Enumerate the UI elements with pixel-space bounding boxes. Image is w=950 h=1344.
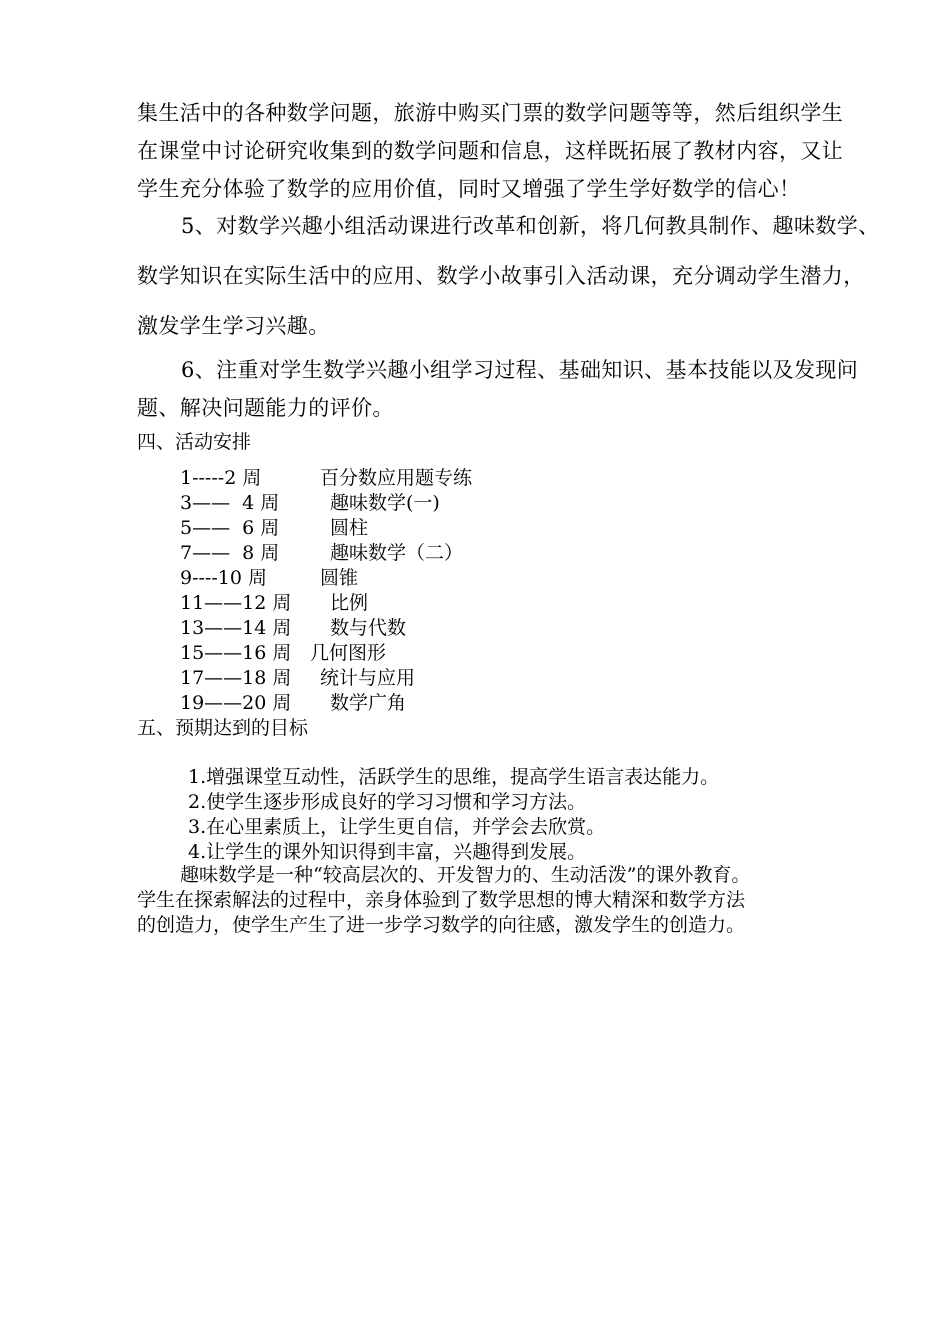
paragraph-line: 数学知识在实际生活中的应用、数学小故事引入活动课，充分调动学生潜力， <box>137 264 865 288</box>
schedule-weeks: 17——18 周 <box>180 667 292 689</box>
closing-line: 的创造力，使学生产生了进一步学习数学的向往感，激发学生的创造力。 <box>137 914 746 936</box>
closing-line: 学生在探索解法的过程中，亲身体验到了数学思想的博大精深和数学方法 <box>137 889 746 911</box>
schedule-weeks: 11——12 周 <box>180 592 292 614</box>
paragraph-line: 题、解决问题能力的评价。 <box>137 396 394 420</box>
schedule-weeks: 3—— 4 周 <box>180 492 280 514</box>
schedule-topic: 圆柱 <box>330 517 369 539</box>
paragraph-line: 学生充分体验了数学的应用价值，同时又增强了学生学好数学的信心！ <box>137 177 801 201</box>
goal-item: 2.使学生逐步形成良好的学习习惯和学习方法。 <box>188 791 587 813</box>
schedule-topic: 数学广角 <box>330 692 407 714</box>
schedule-weeks: 1-----2 周 <box>180 467 262 489</box>
goal-item: 1.增强课堂互动性，活跃学生的思维，提高学生语言表达能力。 <box>188 766 720 788</box>
schedule-topic: 趣味数学（二） <box>330 542 464 564</box>
schedule-topic: 圆锥 <box>320 567 359 589</box>
schedule-topic: 数与代数 <box>330 617 407 639</box>
schedule-topic: 趣味数学(一) <box>330 492 440 514</box>
schedule-weeks: 7—— 8 周 <box>180 542 280 564</box>
section-heading: 五、预期达到的目标 <box>137 717 309 739</box>
schedule-topic: 几何图形 <box>310 642 387 664</box>
paragraph-line: 6、注重对学生数学兴趣小组学习过程、基础知识、基本技能以及发现问 <box>181 358 859 382</box>
schedule-topic: 百分数应用题专练 <box>320 467 473 489</box>
schedule-topic: 统计与应用 <box>320 667 416 689</box>
schedule-topic: 比例 <box>330 592 369 614</box>
schedule-weeks: 5—— 6 周 <box>180 517 280 539</box>
section-heading: 四、活动安排 <box>137 431 252 453</box>
schedule-weeks: 13——14 周 <box>180 617 292 639</box>
paragraph-line: 在课堂中讨论研究收集到的数学问题和信息，这样既拓展了教材内容，又让 <box>137 139 844 163</box>
closing-line: 趣味数学是一种“较高层次的、开发智力的、生动活泼”的课外教育。 <box>180 864 751 886</box>
paragraph-line: 集生活中的各种数学问题，旅游中购买门票的数学问题等等，然后组织学生 <box>137 101 844 125</box>
schedule-weeks: 15——16 周 <box>180 642 292 664</box>
schedule-weeks: 19——20 周 <box>180 692 292 714</box>
paragraph-line: 激发学生学习兴趣。 <box>137 314 330 338</box>
goal-item: 4.让学生的课外知识得到丰富，兴趣得到发展。 <box>188 841 587 863</box>
goal-item: 3.在心里素质上，让学生更自信，并学会去欣赏。 <box>188 816 606 838</box>
schedule-weeks: 9----10 周 <box>180 567 267 589</box>
paragraph-line: 5、对数学兴趣小组活动课进行改革和创新，将几何教具制作、趣味数学、 <box>181 214 880 238</box>
